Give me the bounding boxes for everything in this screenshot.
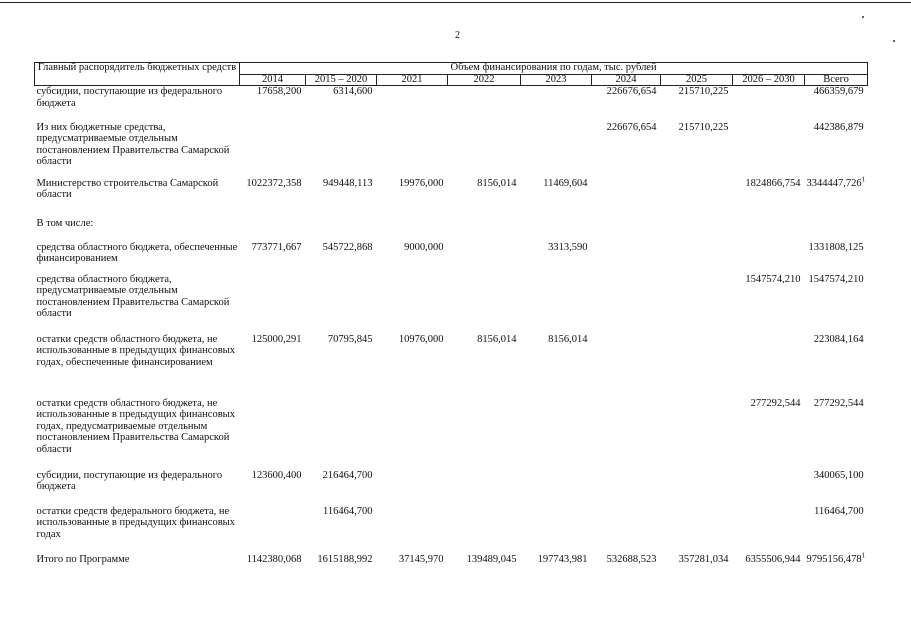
cell-value: 123600,400 [251,469,302,481]
value-cell [592,178,661,218]
value-cell [521,242,592,274]
value-cell [240,334,306,398]
value-cell [805,242,868,274]
cell-value: 223084,164 [813,333,864,345]
value-cell [448,242,521,274]
value-cell [661,218,733,242]
cell-value: 277292,544 [750,397,801,409]
value-cell [661,470,733,506]
row-label: остатки средств областного бюджета, не использованные в предыдущих финансовых годах, предусматриваемые отдельным постановлением Правительства Самарской области [36,397,235,455]
value-cell [733,122,805,178]
value-cell [661,506,733,554]
value-cell [448,554,521,574]
header-year: 2026 – 2030 [733,74,805,86]
cell-value: 8156,014 [477,333,517,345]
value-cell [240,242,306,274]
value-cell [306,506,377,554]
value-cell [448,86,521,122]
value-cell [805,86,868,122]
row-label: Министерство строительства Самарской области [36,177,219,200]
value-cell [733,274,805,334]
header-year: 2025 [661,74,733,86]
value-cell [377,334,448,398]
cell-value: 70795,845 [327,333,373,345]
value-cell [661,334,733,398]
value-cell [805,122,868,178]
value-cell [377,178,448,218]
row-label: В том числе: [36,217,94,229]
cell-value: 17658,200 [256,86,302,97]
value-cell [448,178,521,218]
value-cell [661,242,733,274]
value-cell [448,506,521,554]
value-cell [592,398,661,470]
value-cell [592,86,661,122]
cell-value: 1022372,358 [246,177,302,189]
table-row [35,334,868,398]
footnote-mark: 1 [861,551,866,559]
financing-table [34,62,868,574]
value-cell [240,178,306,218]
cell-value: 11469,604 [543,177,588,189]
header-year: 2015 – 2020 [306,74,377,86]
value-cell [377,554,448,574]
cell-value: 340065,100 [813,469,864,481]
value-cell [306,178,377,218]
cell-value: 1331808,125 [808,241,864,253]
table-row [35,398,868,470]
value-cell [733,242,805,274]
value-cell [521,398,592,470]
table-body [35,86,868,574]
cell-value: 277292,544 [813,397,864,409]
value-cell [306,470,377,506]
value-cell [661,178,733,218]
value-cell [306,554,377,574]
header-year: Всего [805,74,868,86]
value-cell [240,122,306,178]
cell-value: 216464,700 [322,469,373,481]
cell-value: 6355506,944 [745,553,801,565]
cell-value: 10976,000 [398,333,444,345]
value-cell [805,274,868,334]
value-cell [592,470,661,506]
table-row [35,506,868,554]
value-cell [592,242,661,274]
value-cell [377,122,448,178]
cell-value: 1142380,068 [246,553,302,565]
table-row [35,122,868,178]
cell-value: 125000,291 [251,333,302,345]
cell-value: 9000,000 [404,241,444,253]
cell-value: 197743,981 [537,553,588,565]
value-cell [448,398,521,470]
cell-value: 3313,590 [548,241,588,253]
cell-value: 442386,879 [813,121,864,133]
table-row [35,554,868,574]
row-label: субсидии, поступающие из федерального бюджета [36,86,223,109]
value-cell [240,506,306,554]
value-cell [733,86,805,122]
value-cell [592,274,661,334]
value-cell [592,554,661,574]
cell-value: 1824866,754 [745,177,801,189]
value-cell [521,122,592,178]
cell-value: 1547574,210 [808,273,864,285]
cell-value: 8156,014 [548,333,588,345]
cell-value: 466359,679 [813,86,864,97]
value-cell [733,470,805,506]
value-cell [805,470,868,506]
value-cell [661,398,733,470]
header-financing-group: Объем финансирования по годам, тыс. рублей [240,63,868,75]
value-cell [306,398,377,470]
table-row [35,218,868,242]
footnote-mark: 1 [861,175,866,183]
header-year: 2022 [448,74,521,86]
row-label: остатки средств областного бюджета, не использованные в предыдущих финансовых годах, обеспеченные финансированием [36,333,235,368]
value-cell [733,178,805,218]
table-row [35,274,868,334]
value-cell [448,334,521,398]
value-cell [521,178,592,218]
cell-value: 6314,600 [333,86,373,97]
header-year: 2014 [240,74,306,86]
value-cell [521,218,592,242]
row-label: средства областного бюджета, обеспеченные финансированием [36,241,238,264]
row-label: Из них бюджетные средства, предусматриваемые отдельным постановлением Правительства Самарской области [36,121,230,167]
value-cell [805,551,868,574]
row-label: субсидии, поступающие из федерального бюджета [36,469,223,492]
value-cell [377,242,448,274]
value-cell [306,274,377,334]
value-cell [521,274,592,334]
row-label: остатки средств федерального бюджета, не использованные в предыдущих финансовых годах [36,505,235,540]
value-cell [733,506,805,554]
value-cell [306,86,377,122]
value-cell [448,470,521,506]
scan-speck [893,40,895,42]
cell-value: 116464,700 [323,505,373,517]
value-cell [592,122,661,178]
cell-value: 19976,000 [398,177,444,189]
value-cell [240,86,306,122]
value-cell [661,86,733,122]
value-cell [377,398,448,470]
value-cell [377,506,448,554]
value-cell [805,218,868,242]
cell-value: 9795156,478 [806,553,862,565]
value-cell [733,398,805,470]
value-cell [733,554,805,574]
cell-value: 226676,654 [606,121,657,133]
value-cell [306,218,377,242]
top-border-line [0,2,911,3]
value-cell [592,218,661,242]
value-cell [592,334,661,398]
value-cell [240,554,306,574]
row-label: Итого по Программе [36,553,130,565]
value-cell [448,122,521,178]
header-year: 2023 [521,74,592,86]
value-cell [805,506,868,554]
value-cell [240,274,306,334]
table-row [35,86,868,122]
cell-value: 215710,225 [678,121,729,133]
value-cell [661,274,733,334]
value-cell [240,218,306,242]
row-label: средства областного бюджета, предусматриваемые отдельным постановлением Правительства Самарской области [36,273,230,319]
value-cell [661,122,733,178]
table-row [35,470,868,506]
value-cell [377,86,448,122]
header-year: 2024 [592,74,661,86]
value-cell [448,274,521,334]
cell-value: 1615188,992 [317,553,373,565]
scan-speck [862,16,864,18]
value-cell [661,554,733,574]
cell-value: 357281,034 [678,553,729,565]
value-cell [521,470,592,506]
value-cell [805,398,868,470]
cell-value: 8156,014 [477,177,517,189]
table-row [35,242,868,274]
value-cell [377,218,448,242]
value-cell [306,242,377,274]
cell-value: 532688,523 [606,553,657,565]
cell-value: 139489,045 [466,553,517,565]
cell-value: 226676,654 [606,86,657,97]
cell-value: 116464,700 [814,505,864,517]
page-number: 2 [455,30,460,41]
value-cell [240,398,306,470]
value-cell [805,175,868,218]
value-cell [448,218,521,242]
header-year: 2021 [377,74,448,86]
cell-value: 215710,225 [678,86,729,97]
value-cell [521,334,592,398]
value-cell [521,506,592,554]
value-cell [592,506,661,554]
value-cell [306,122,377,178]
cell-value: 3344447,726 [806,177,862,189]
header-distributor: Главный распорядитель бюджетных средств [35,63,240,86]
value-cell [240,470,306,506]
value-cell [521,554,592,574]
value-cell [521,86,592,122]
cell-value: 37145,970 [398,553,444,565]
cell-value: 773771,667 [251,241,302,253]
value-cell [377,470,448,506]
value-cell [377,274,448,334]
cell-value: 1547574,210 [745,273,801,285]
value-cell [733,334,805,398]
table-row [35,178,868,218]
value-cell [805,334,868,398]
value-cell [733,218,805,242]
cell-value: 545722,868 [322,241,373,253]
cell-value: 949448,113 [323,177,373,189]
value-cell [306,334,377,398]
